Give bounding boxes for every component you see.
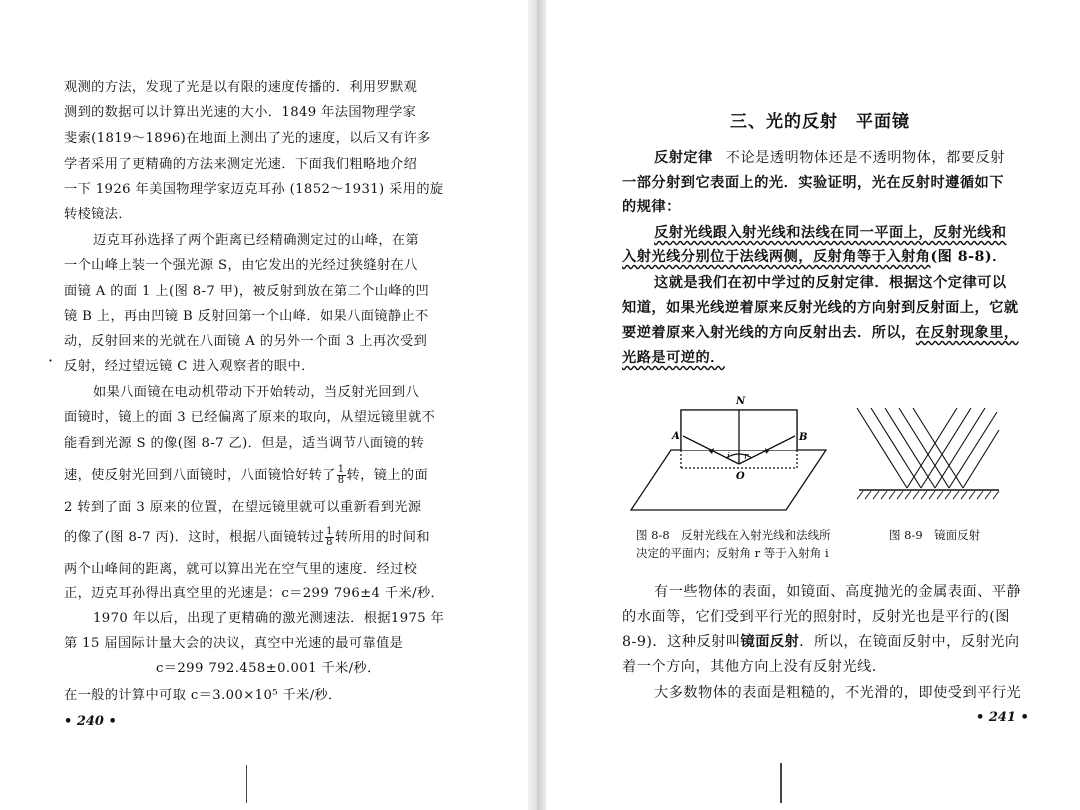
text-line: 在一般的计算中可取 c＝3.00×10⁵ 千米/秒． xyxy=(64,688,342,703)
figure-8-8 xyxy=(626,388,836,523)
text-line: 观测的方法，发现了光是以有限的速度传播的．利用罗默观 xyxy=(64,80,418,95)
fraction-one-eighth xyxy=(337,465,346,486)
text-line: 的规律： xyxy=(622,199,681,215)
fraction-numerator: 1 xyxy=(326,526,333,537)
text-line: 2 转到了面 3 原来的位置，在望远镜里就可以重新看到光源 xyxy=(64,500,422,515)
text-line: 的水面等，它们受到平行光的照射时，反射光也是平行的(图 xyxy=(622,609,1010,625)
text-line xyxy=(622,324,1019,342)
text-line: 知道，如果光线逆着原来反射光线的方向射到反射面上，它就 xyxy=(622,300,1019,316)
text-line: 反射，经过望远镜 C 进入观察者的眼中． xyxy=(64,359,315,374)
text-line xyxy=(654,149,1005,167)
text-line: 一部分射到它表面上的光．实验证明，光在反射时遵循如下 xyxy=(622,175,1004,191)
text-line: 学者采用了更精确的方法来测定光速．下面我们粗略地介绍 xyxy=(64,157,418,172)
law-statement: 反射光线跟入射光线和法线在同一平面上，反射光线和 xyxy=(654,225,1007,241)
fraction-numerator: 1 xyxy=(337,464,345,475)
text-line: 动，反射回来的光就在八面镜 A 的另外一个面 3 上再次受到 xyxy=(64,334,428,349)
text-line: 一个山峰上装一个强光源 S，由它发出的光经过狭缝射在八 xyxy=(64,258,418,273)
scan-mark xyxy=(780,763,782,803)
text-line: c＝299 792.458±0.001 千米/秒． xyxy=(156,661,381,676)
text-segment: (图 8-8)． xyxy=(930,249,1007,265)
text-line: 一下 1926 年美国物理学家迈克耳孙 (1852～1931) 采用的旋 xyxy=(64,182,444,197)
text-line: 两个山峰间的距离，就可以算出光在空气里的速度．经过校 xyxy=(64,562,418,577)
section-title: 三、光的反射 平面镜 xyxy=(730,112,910,132)
text-line-with-fraction xyxy=(64,527,430,548)
right-page xyxy=(546,0,1080,810)
term-reflection-law: 反射定律 xyxy=(654,150,713,166)
reversibility-statement: 光路是可逆的． xyxy=(622,350,725,366)
term-specular-reflection: 镜面反射 xyxy=(740,634,800,650)
book-gutter xyxy=(528,0,546,810)
label-A: A xyxy=(672,431,680,442)
text-line xyxy=(622,248,1007,266)
fraction-denominator: 8 xyxy=(326,537,333,548)
text-line: 着一个方向，其他方向上没有反射光线． xyxy=(622,659,887,675)
text-segment: 转所用的时间和 xyxy=(334,530,430,545)
text-line: 转棱镜法． xyxy=(64,207,132,222)
text-line: 能看到光源 S 的像(图 8-7 乙)．但是，适当调节八面镜的转 xyxy=(64,436,425,451)
text-line: 迈克耳孙选择了两个距离已经精确测定过的山峰，在第 xyxy=(93,233,420,248)
label-N: N xyxy=(736,396,746,407)
page-number: • 240 • xyxy=(64,714,117,729)
figure-8-8-caption: 图 8-8 反射光线在入射光线和法线所 xyxy=(636,528,831,542)
reversibility-statement: 在反射现象里， xyxy=(915,325,1019,341)
fraction-one-eighth xyxy=(325,527,334,548)
figure-8-8-caption: 决定的平面内；反射角 r 等于入射角 i xyxy=(636,546,829,560)
text-segment: 8-9)．这种反射叫 xyxy=(622,634,741,650)
label-i: i xyxy=(727,452,730,462)
text-line: 面镜时，镜上的面 3 已经偏离了原来的取向，从望远镜里就不 xyxy=(64,410,436,425)
margin-dot: · xyxy=(48,351,54,370)
fraction-denominator: 8 xyxy=(337,475,345,486)
text-line xyxy=(622,633,1020,651)
text-segment: 转，镜上的面 xyxy=(346,468,429,483)
law-statement: 入射光线分别位于法线两侧，反射角等于入射角 xyxy=(622,249,931,265)
label-O: O xyxy=(736,471,745,482)
text-line: 大多数物体的表面是粗糙的，不光滑的，即使受到平行光 xyxy=(654,685,1022,701)
text-line: 有一些物体的表面，如镜面、高度抛光的金属表面、平静 xyxy=(654,584,1022,600)
text-line: 这就是我们在初中学过的反射定律．根据这个定律可以 xyxy=(654,275,1007,291)
text-segment: ．所以，在镜面反射中，反射光向 xyxy=(799,634,1020,650)
left-page xyxy=(0,0,528,810)
text-segment: 的像了(图 8-7 丙)．这时，根据八面镜转过 xyxy=(64,530,325,545)
page-number: • 241 • xyxy=(976,710,1029,725)
text-line: 镜 B 上，再由凹镜 B 反射回第一个山峰．如果八面镜静止不 xyxy=(64,309,429,324)
text-line: 斐索(1819～1896)在地面上测出了光的速度，以后又有许多 xyxy=(64,131,431,146)
scan-mark xyxy=(246,765,247,803)
text-line: 第 15 届国际计量大会的决议，真空中光速的最可靠值是 xyxy=(64,636,404,651)
text-line: 如果八面镜在电动机带动下开始转动，当反射光回到八 xyxy=(93,385,420,400)
text-line: 正，迈克耳孙得出真空里的光速是：c＝299 796±4 千米/秒． xyxy=(64,586,445,601)
text-segment: 速，使反射光回到八面镜时，八面镜恰好转了 xyxy=(64,468,336,483)
text-line: 测到的数据可以计算出光速的大小．1849 年法国物理学家 xyxy=(64,105,417,120)
label-r: r xyxy=(744,452,749,462)
figure-8-9-caption: 图 8-9 镜面反射 xyxy=(889,528,981,542)
text-segment: 不论是透明物体还是不透明物体，都要反射 xyxy=(725,150,1005,166)
figure-8-9 xyxy=(851,400,1001,510)
label-B: B xyxy=(799,432,808,443)
text-segment: 要逆着原来入射光线的方向反射出去．所以， xyxy=(622,325,916,341)
text-line-with-fraction xyxy=(64,465,428,486)
text-line: 1970 年以后，出现了更精确的激光测速法．根据1975 年 xyxy=(93,611,445,626)
text-line: 面镜 A 的面 1 上(图 8-7 甲)，被反射到放在第二个山峰的凹 xyxy=(64,284,430,299)
